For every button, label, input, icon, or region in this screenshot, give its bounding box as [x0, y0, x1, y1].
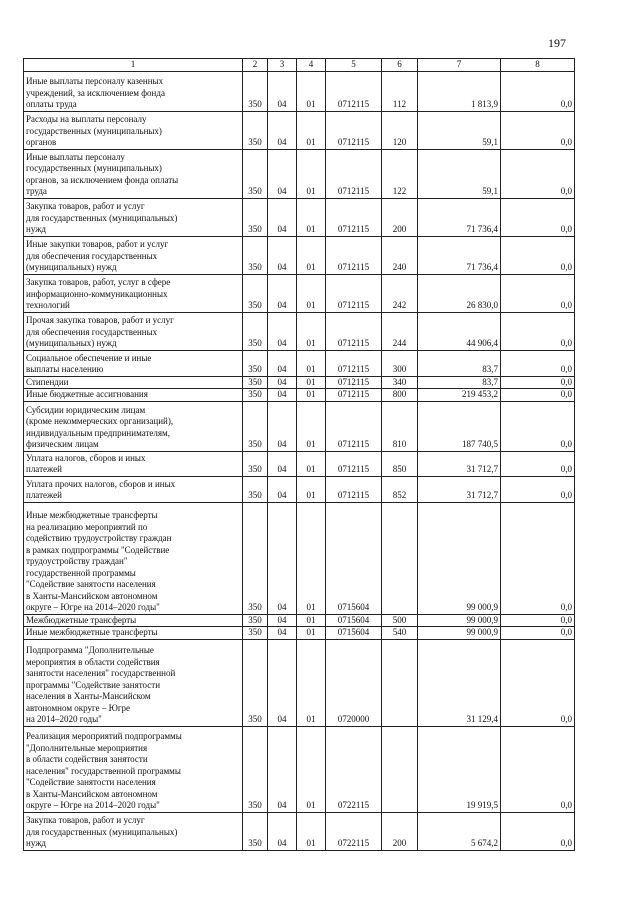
- row-code-cell: 350: [243, 149, 268, 198]
- column-header: 5: [326, 59, 382, 72]
- row-expense-type-cell: 240: [382, 236, 418, 274]
- row-amount-cell: 71 736,4: [418, 236, 501, 274]
- row-amount-cell: 219 453,2: [418, 389, 501, 402]
- row-section-cell: 04: [268, 726, 297, 812]
- row-target-item-cell: 0712115: [326, 376, 382, 389]
- row-name-cell: Иные межбюджетные трансферты на реализацию мероприятий по содействию трудоустройству граждан в рамках подпрограммы "Содействие трудоустройству граждан" государственной программы "Содействие занятости населения в Ханты-Мансийском автономном округе – Югре на 2014–2020 годы": [24, 502, 243, 614]
- row-subsection-cell: 01: [297, 274, 326, 312]
- row-name-cell: Расходы на выплаты персоналу государственных (муниципальных) органов: [24, 111, 243, 149]
- table-row: [24, 627, 575, 640]
- row-amount2-cell: 0,0: [501, 502, 575, 614]
- row-target-item-cell: 0715604: [326, 614, 382, 627]
- table-row: [24, 451, 575, 476]
- row-code-cell: 350: [243, 111, 268, 149]
- row-expense-type-cell: 122: [382, 149, 418, 198]
- row-code-cell: 350: [243, 627, 268, 640]
- row-target-item-cell: 0712115: [326, 149, 382, 198]
- row-code-cell: 350: [243, 350, 268, 376]
- row-subsection-cell: 01: [297, 812, 326, 850]
- row-amount2-cell: 0,0: [501, 149, 575, 198]
- row-section-cell: 04: [268, 149, 297, 198]
- table-row: [24, 111, 575, 149]
- row-expense-type-cell: 540: [382, 627, 418, 640]
- table-row: [24, 274, 575, 312]
- row-amount2-cell: 0,0: [501, 236, 575, 274]
- row-amount2-cell: 0,0: [501, 476, 575, 502]
- row-code-cell: 350: [243, 236, 268, 274]
- row-amount-cell: 31 129,4: [418, 639, 501, 726]
- row-section-cell: 04: [268, 639, 297, 726]
- row-amount-cell: 44 906,4: [418, 312, 501, 350]
- row-code-cell: 350: [243, 451, 268, 476]
- row-name-cell: Иные выплаты персоналу государственных (муниципальных) органов, за исключением фонда оплаты труда: [24, 149, 243, 198]
- row-subsection-cell: 01: [297, 401, 326, 451]
- row-subsection-cell: 01: [297, 627, 326, 640]
- row-section-cell: 04: [268, 198, 297, 236]
- row-name-cell: Социальное обеспечение и иные выплаты населению: [24, 350, 243, 376]
- row-code-cell: 350: [243, 401, 268, 451]
- row-name-cell: Иные межбюджетные трансферты: [24, 627, 243, 640]
- row-subsection-cell: 01: [297, 502, 326, 614]
- row-amount-cell: 83,7: [418, 350, 501, 376]
- row-subsection-cell: 01: [297, 312, 326, 350]
- row-target-item-cell: 0712115: [326, 71, 382, 111]
- row-subsection-cell: 01: [297, 376, 326, 389]
- row-name-cell: Реализация мероприятий подпрограммы "Дополнительные мероприятия в области содействия занятости населения" государственной программы "Содействие занятости населения в Ханты-Мансийском автономном округе – Югре на 2014–2020 годы": [24, 726, 243, 812]
- row-code-cell: 350: [243, 726, 268, 812]
- table-row: [24, 401, 575, 451]
- row-amount2-cell: 0,0: [501, 376, 575, 389]
- column-header: 2: [243, 59, 268, 72]
- table-row: [24, 389, 575, 402]
- row-expense-type-cell: 500: [382, 614, 418, 627]
- row-expense-type-cell: 120: [382, 111, 418, 149]
- row-amount2-cell: 0,0: [501, 389, 575, 402]
- row-amount2-cell: 0,0: [501, 812, 575, 850]
- row-section-cell: 04: [268, 627, 297, 640]
- row-name-cell: Подпрограмма "Дополнительные мероприятия в области содействия занятости населения" государственной программы "Содействие занятости населения в Ханты-Мансийском автономном округе – Югре на 2014–2020 годы": [24, 639, 243, 726]
- row-amount2-cell: 0,0: [501, 627, 575, 640]
- table-row: [24, 236, 575, 274]
- row-section-cell: 04: [268, 274, 297, 312]
- row-target-item-cell: 0722115: [326, 812, 382, 850]
- row-amount2-cell: 0,0: [501, 401, 575, 451]
- row-amount-cell: 99 000,9: [418, 502, 501, 614]
- row-section-cell: 04: [268, 812, 297, 850]
- row-amount-cell: 187 740,5: [418, 401, 501, 451]
- row-subsection-cell: 01: [297, 389, 326, 402]
- row-subsection-cell: 01: [297, 149, 326, 198]
- row-target-item-cell: 0712115: [326, 198, 382, 236]
- row-amount-cell: 5 674,2: [418, 812, 501, 850]
- column-header: 7: [418, 59, 501, 72]
- row-section-cell: 04: [268, 451, 297, 476]
- row-subsection-cell: 01: [297, 476, 326, 502]
- row-amount-cell: 31 712,7: [418, 451, 501, 476]
- row-name-cell: Субсидии юридическим лицам (кроме некоммерческих организаций), индивидуальным предпринимателям, физическим лицам: [24, 401, 243, 451]
- row-code-cell: 350: [243, 312, 268, 350]
- row-section-cell: 04: [268, 502, 297, 614]
- row-amount2-cell: 0,0: [501, 274, 575, 312]
- row-amount2-cell: 0,0: [501, 726, 575, 812]
- row-name-cell: Закупка товаров, работ и услуг для государственных (муниципальных) нужд: [24, 812, 243, 850]
- row-expense-type-cell: 112: [382, 71, 418, 111]
- row-amount2-cell: 0,0: [501, 111, 575, 149]
- row-expense-type-cell: [382, 639, 418, 726]
- table-row: [24, 198, 575, 236]
- column-header: 6: [382, 59, 418, 72]
- row-section-cell: 04: [268, 312, 297, 350]
- row-code-cell: 350: [243, 274, 268, 312]
- row-target-item-cell: 0712115: [326, 111, 382, 149]
- row-code-cell: 350: [243, 389, 268, 402]
- column-header: 8: [501, 59, 575, 72]
- row-target-item-cell: 0712115: [326, 476, 382, 502]
- row-name-cell: Иные бюджетные ассигнования: [24, 389, 243, 402]
- row-amount-cell: 59,1: [418, 149, 501, 198]
- row-target-item-cell: 0712115: [326, 312, 382, 350]
- budget-table: [23, 58, 575, 851]
- row-expense-type-cell: 242: [382, 274, 418, 312]
- row-amount-cell: 71 736,4: [418, 198, 501, 236]
- row-amount-cell: 59,1: [418, 111, 501, 149]
- row-section-cell: 04: [268, 71, 297, 111]
- row-target-item-cell: 0712115: [326, 236, 382, 274]
- row-name-cell: Уплата прочих налогов, сборов и иных платежей: [24, 476, 243, 502]
- row-expense-type-cell: 810: [382, 401, 418, 451]
- row-name-cell: Иные закупки товаров, работ и услуг для обеспечения государственных (муниципальных) нужд: [24, 236, 243, 274]
- row-target-item-cell: 0712115: [326, 401, 382, 451]
- row-target-item-cell: 0712115: [326, 274, 382, 312]
- row-subsection-cell: 01: [297, 236, 326, 274]
- row-section-cell: 04: [268, 236, 297, 274]
- row-section-cell: 04: [268, 389, 297, 402]
- table-row: [24, 376, 575, 389]
- table-row: [24, 614, 575, 627]
- row-code-cell: 350: [243, 812, 268, 850]
- table-row: [24, 149, 575, 198]
- row-target-item-cell: 0722115: [326, 726, 382, 812]
- row-code-cell: 350: [243, 502, 268, 614]
- row-amount2-cell: 0,0: [501, 71, 575, 111]
- row-name-cell: Межбюджетные трансферты: [24, 614, 243, 627]
- table-row: [24, 71, 575, 111]
- row-subsection-cell: 01: [297, 726, 326, 812]
- row-expense-type-cell: 850: [382, 451, 418, 476]
- row-section-cell: 04: [268, 111, 297, 149]
- row-amount2-cell: 0,0: [501, 350, 575, 376]
- row-target-item-cell: 0720000: [326, 639, 382, 726]
- row-code-cell: 350: [243, 376, 268, 389]
- row-amount2-cell: 0,0: [501, 198, 575, 236]
- row-subsection-cell: 01: [297, 350, 326, 376]
- row-expense-type-cell: [382, 726, 418, 812]
- row-amount2-cell: 0,0: [501, 614, 575, 627]
- row-code-cell: 350: [243, 71, 268, 111]
- column-header: 4: [297, 59, 326, 72]
- row-amount-cell: 31 712,7: [418, 476, 501, 502]
- table-row: [24, 312, 575, 350]
- row-target-item-cell: 0712115: [326, 350, 382, 376]
- row-name-cell: Прочая закупка товаров, работ и услуг для обеспечения государственных (муниципальных) нужд: [24, 312, 243, 350]
- row-name-cell: Закупка товаров, работ, услуг в сфере информационно-коммуникационных технологий: [24, 274, 243, 312]
- row-target-item-cell: 0715604: [326, 627, 382, 640]
- table-row: [24, 502, 575, 614]
- row-subsection-cell: 01: [297, 614, 326, 627]
- row-section-cell: 04: [268, 350, 297, 376]
- row-amount-cell: 19 919,5: [418, 726, 501, 812]
- row-subsection-cell: 01: [297, 451, 326, 476]
- row-code-cell: 350: [243, 198, 268, 236]
- row-section-cell: 04: [268, 476, 297, 502]
- column-header: 1: [24, 59, 243, 72]
- row-target-item-cell: 0715604: [326, 502, 382, 614]
- page-number: 197: [548, 36, 566, 50]
- row-expense-type-cell: 200: [382, 198, 418, 236]
- row-expense-type-cell: 852: [382, 476, 418, 502]
- table-row: [24, 476, 575, 502]
- row-section-cell: 04: [268, 401, 297, 451]
- row-expense-type-cell: [382, 502, 418, 614]
- row-expense-type-cell: 800: [382, 389, 418, 402]
- row-amount-cell: 99 000,9: [418, 614, 501, 627]
- row-subsection-cell: 01: [297, 71, 326, 111]
- header-row: [24, 59, 575, 72]
- table-row: [24, 726, 575, 812]
- row-target-item-cell: 0712115: [326, 389, 382, 402]
- table-row: [24, 812, 575, 850]
- row-subsection-cell: 01: [297, 639, 326, 726]
- row-expense-type-cell: 200: [382, 812, 418, 850]
- row-amount2-cell: 0,0: [501, 639, 575, 726]
- column-header: 3: [268, 59, 297, 72]
- row-amount-cell: 26 830,0: [418, 274, 501, 312]
- table-row: [24, 350, 575, 376]
- row-code-cell: 350: [243, 614, 268, 627]
- row-amount2-cell: 0,0: [501, 451, 575, 476]
- row-expense-type-cell: 244: [382, 312, 418, 350]
- row-name-cell: Стипендии: [24, 376, 243, 389]
- row-amount-cell: 83,7: [418, 376, 501, 389]
- row-name-cell: Закупка товаров, работ и услуг для государственных (муниципальных) нужд: [24, 198, 243, 236]
- row-amount-cell: 1 813,9: [418, 71, 501, 111]
- row-amount-cell: 99 000,9: [418, 627, 501, 640]
- row-name-cell: Уплата налогов, сборов и иных платежей: [24, 451, 243, 476]
- row-subsection-cell: 01: [297, 198, 326, 236]
- row-section-cell: 04: [268, 376, 297, 389]
- row-expense-type-cell: 340: [382, 376, 418, 389]
- row-subsection-cell: 01: [297, 111, 326, 149]
- row-code-cell: 350: [243, 639, 268, 726]
- row-name-cell: Иные выплаты персоналу казенных учреждений, за исключением фонда оплаты труда: [24, 71, 243, 111]
- row-code-cell: 350: [243, 476, 268, 502]
- row-target-item-cell: 0712115: [326, 451, 382, 476]
- row-section-cell: 04: [268, 614, 297, 627]
- table-row: [24, 639, 575, 726]
- row-amount2-cell: 0,0: [501, 312, 575, 350]
- row-expense-type-cell: 300: [382, 350, 418, 376]
